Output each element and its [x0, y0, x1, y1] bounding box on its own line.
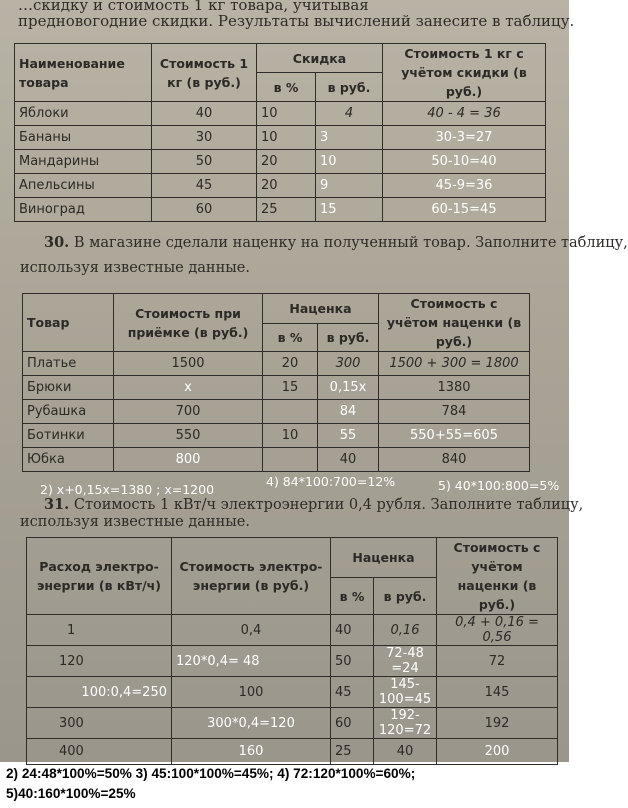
cell-name: Апельсины — [15, 174, 152, 198]
cell-pct: 20 — [263, 352, 318, 376]
cell-pct: 20 — [257, 174, 316, 198]
task30-line2: используя известные данные. — [20, 260, 250, 276]
header-final: Стоимость 1 кг с учётом скидки (в руб.) — [383, 44, 546, 102]
note-4: 4) 84*100:700=12% — [266, 474, 396, 489]
table-row — [15, 174, 546, 198]
header-rub: в руб. — [374, 578, 437, 615]
cell-pct: 20 — [257, 150, 316, 174]
note-2: 2) x+0,15x=1380 ; x=1200 — [40, 482, 215, 497]
answer-line-1: 2) 24:48*100%=50% 3) 45:100*100%=45%; 4) 72:120*100%=60%; — [6, 766, 416, 781]
table-row — [27, 646, 558, 677]
cell-rub: 55 — [318, 424, 379, 448]
cell-cost: 100 — [172, 677, 331, 708]
cell-final: 60-15=45 — [383, 198, 546, 222]
cell-price: 50 — [152, 150, 257, 174]
cell-name: Бананы — [15, 126, 152, 150]
cell-final: 72 — [437, 646, 558, 677]
cell-pct: 45 — [331, 677, 374, 708]
table-row — [23, 424, 530, 448]
task30-text — [44, 234, 628, 251]
cell-final: 0,4 + 0,16 = 0,56 — [437, 615, 558, 646]
cell-cost: 160 — [172, 739, 331, 765]
cell-final: 550+55=605 — [379, 424, 530, 448]
cell-final: 840 — [379, 448, 530, 472]
cell-pct: 15 — [263, 376, 318, 400]
cell-pct: 25 — [257, 198, 316, 222]
cell-final: 145 — [437, 677, 558, 708]
cell-rub: 40 — [374, 739, 437, 765]
cell-rub: 0,16 — [374, 615, 437, 646]
cell-price: 45 — [152, 174, 257, 198]
cell-rub: 72-48 =24 — [374, 646, 437, 677]
markup-table — [22, 293, 530, 472]
header-price: Стоимость при приёмке (в руб.) — [114, 294, 263, 352]
cell-rub: 9 — [316, 174, 383, 198]
cell-final: 40 - 4 = 36 — [383, 102, 546, 126]
header-cost: Стоимость электро- энергии (в руб.) — [172, 538, 331, 615]
cell-rub: 3 — [316, 126, 383, 150]
cell-rub: 15 — [316, 198, 383, 222]
note-5: 5) 40*100:800=5% — [438, 478, 560, 493]
cell-name: Виноград — [15, 198, 152, 222]
table-row — [15, 150, 546, 174]
header-final: Стоимость с учётом наценки (в руб.) — [437, 538, 558, 615]
header-rub: в руб. — [318, 323, 379, 351]
cell-price: 1500 — [114, 352, 263, 376]
cell-rub: 4 — [316, 102, 383, 126]
header-rub: в руб. — [316, 73, 383, 102]
cell-pct: 25 — [331, 739, 374, 765]
answer-text — [6, 764, 415, 804]
task30-line1: В магазине сделали наценку на полученный товар. Заполните таблицу, — [73, 235, 628, 251]
header-usage: Расход электро- энергии (в кВт/ч) — [27, 538, 172, 615]
task31-text — [44, 496, 583, 513]
cell-final: 45-9=36 — [383, 174, 546, 198]
task31-line2: используя известные данные. — [20, 514, 250, 530]
header-pct: в % — [331, 578, 374, 615]
cell-pct — [263, 400, 318, 424]
cell-final: 1500 + 300 = 1800 — [379, 352, 530, 376]
task31-number: 31. — [44, 496, 70, 513]
electricity-table — [26, 537, 558, 765]
discount-table — [14, 43, 546, 222]
cell-pct: 10 — [257, 126, 316, 150]
table-row — [15, 198, 546, 222]
cell-final: 1380 — [379, 376, 530, 400]
table-row — [23, 400, 530, 424]
cell-rub: 145-100=45 — [374, 677, 437, 708]
cell-usage: 1 — [27, 615, 172, 646]
cell-rub: 0,15x — [318, 376, 379, 400]
intro-line-1: …скидку и стоимость 1 кг товара, учитывая — [18, 0, 369, 14]
cell-pct: 60 — [331, 708, 374, 739]
cell-rub: 40 — [318, 448, 379, 472]
table-row — [23, 376, 530, 400]
cell-name: Платье — [23, 352, 114, 376]
table-row — [27, 677, 558, 708]
header-markup: Наценка — [331, 538, 437, 578]
cell-final: 784 — [379, 400, 530, 424]
cell-price: 800 — [114, 448, 263, 472]
cell-rub: 10 — [316, 150, 383, 174]
answer-line-2: 5)40:160*100%=25% — [6, 786, 136, 801]
cell-final: 50-10=40 — [383, 150, 546, 174]
cell-rub: 192-120=72 — [374, 708, 437, 739]
header-name: Товар — [23, 294, 114, 352]
cell-final: 30-3=27 — [383, 126, 546, 150]
cell-cost: 120*0,4= 48 — [172, 646, 331, 677]
task31-line1: Стоимость 1 кВт/ч электроэнергии 0,4 рубля. Заполните таблицу, — [73, 497, 584, 513]
table-row — [27, 739, 558, 765]
cell-rub: 84 — [318, 400, 379, 424]
header-markup: Наценка — [263, 294, 379, 324]
header-pct: в % — [263, 323, 318, 351]
cell-name: Юбка — [23, 448, 114, 472]
table-row — [23, 352, 530, 376]
cell-price: 60 — [152, 198, 257, 222]
cell-pct: 40 — [331, 615, 374, 646]
header-discount: Скидка — [257, 44, 383, 73]
cell-final: 192 — [437, 708, 558, 739]
cell-cost: 300*0,4=120 — [172, 708, 331, 739]
cell-final: 200 — [437, 739, 558, 765]
header-final: Стоимость с учётом наценки (в руб.) — [379, 294, 530, 352]
cell-name: Ботинки — [23, 424, 114, 448]
cell-pct: 50 — [331, 646, 374, 677]
cell-price: x — [114, 376, 263, 400]
cell-price: 40 — [152, 102, 257, 126]
header-name: Наименование товара — [15, 44, 152, 102]
task30-number: 30. — [44, 234, 70, 251]
cell-name: Рубашка — [23, 400, 114, 424]
cell-usage: 100:0,4=250 — [27, 677, 172, 708]
intro-line-2: предновогодние скидки. Результаты вычислений занесите в таблицу. — [18, 12, 575, 30]
cell-rub: 300 — [318, 352, 379, 376]
cell-name: Мандарины — [15, 150, 152, 174]
cell-name: Брюки — [23, 376, 114, 400]
table-row — [15, 102, 546, 126]
header-price: Стоимость 1 кг (в руб.) — [152, 44, 257, 102]
table-row — [27, 708, 558, 739]
cell-usage: 120 — [27, 646, 172, 677]
table-row — [27, 615, 558, 646]
cell-usage: 300 — [27, 708, 172, 739]
header-pct: в % — [257, 73, 316, 102]
table-row — [23, 448, 530, 472]
cell-pct: 10 — [257, 102, 316, 126]
cell-usage: 400 — [27, 739, 172, 765]
cell-pct — [263, 448, 318, 472]
cell-price: 30 — [152, 126, 257, 150]
cell-price: 550 — [114, 424, 263, 448]
cell-name: Яблоки — [15, 102, 152, 126]
cell-pct: 10 — [263, 424, 318, 448]
cell-price: 700 — [114, 400, 263, 424]
table-row — [15, 126, 546, 150]
cell-cost: 0,4 — [172, 615, 331, 646]
